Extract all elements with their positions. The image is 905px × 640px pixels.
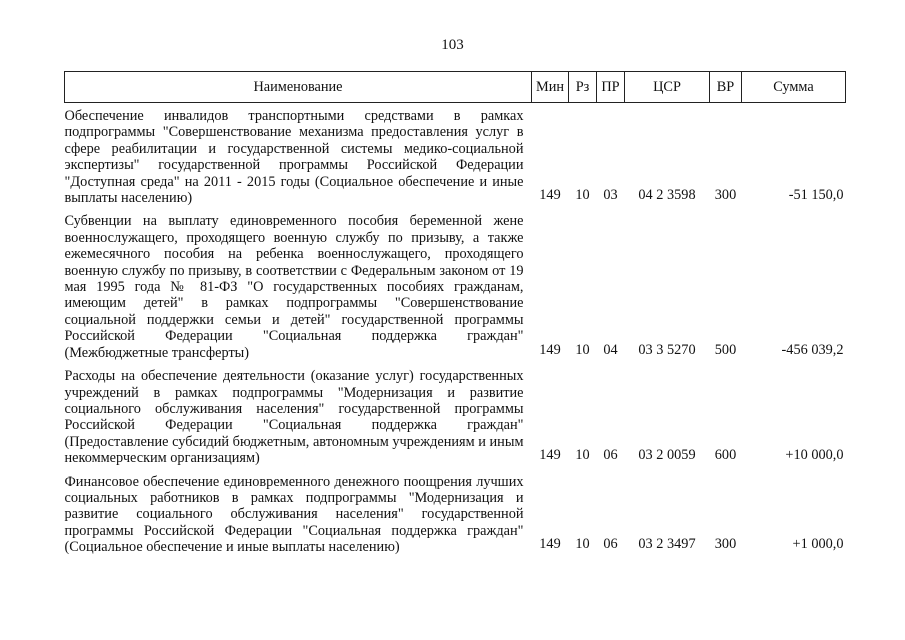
header-rz: Рз [569,72,597,103]
row-name: Субвенции на выплату единовременного пособия беременной жене военнослужащего, проходящего военную службу по призыву, а также ежемесячного пособия на ребенка военнослужащего, проходящего военную службу по призыву, в соответствии с Федеральным законом от 19 мая 1995 года № 81-ФЗ "О государственных пособиях гражданам, имеющим детей" в рамках подпрограммы "Совершенствование социальной поддержки семьи и детей" государственной программы Российской Федерации "Социальная поддержка граждан" (Межбюджетные трансферты) [64,213,524,361]
page-number: 103 [441,37,464,53]
table-row [65,103,846,209]
header-min: Мин [532,72,569,103]
row-pr: 06 [603,447,618,464]
row-min: 149 [539,341,561,358]
row-min: 149 [539,536,561,553]
row-csr: 03 3 5270 [638,341,696,358]
row-rz: 10 [575,447,590,464]
row-min: 149 [539,187,561,204]
table-row [65,363,846,468]
table-row [65,469,846,558]
row-csr: 03 2 0059 [638,447,696,464]
row-sum: -456 039,2 [781,341,844,358]
header-vr: ВР [710,72,742,103]
row-vr: 600 [714,447,737,464]
row-csr: 03 2 3497 [638,536,696,553]
row-vr: 500 [714,341,737,358]
row-rz: 10 [575,341,590,358]
row-sum: +10 000,0 [785,447,844,464]
row-name: Расходы на обеспечение деятельности (оказание услуг) государственных учреждений в рамках подпрограммы "Модернизация и развитие социального обслуживания населения" государственной программы Российской Федерации "Социальная поддержка граждан" (Предоставление субсидий бюджетным, автономным учреждениям и иным некоммерческим организациям) [64,368,524,467]
row-csr: 04 2 3598 [638,187,696,204]
row-sum: -51 150,0 [788,187,844,204]
header-sum: Сумма [742,72,846,103]
budget-table [64,71,846,558]
row-pr: 06 [603,536,618,553]
row-pr: 04 [603,341,618,358]
row-pr: 03 [603,187,618,204]
row-rz: 10 [575,536,590,553]
row-min: 149 [539,447,561,464]
row-sum: +1 000,0 [792,536,844,553]
header-csr: ЦСР [625,72,710,103]
header-pr: ПР [597,72,625,103]
row-name: Финансовое обеспечение единовременного денежного поощрения лучших социальных работников в рамках подпрограммы "Модернизация и развитие социального обслуживания населения" государственной программы Российской Федерации "Социальная поддержка граждан" (Социальное обеспечение и иные выплаты населению) [64,473,524,556]
row-vr: 300 [714,536,737,553]
row-rz: 10 [575,187,590,204]
header-row [65,72,846,103]
header-name: Наименование [65,72,532,103]
row-name: Обеспечение инвалидов транспортными средствами в рамках подпрограммы "Совершенствование механизма предоставления услуг в сфере реабилитации и государственной системы медико-социальной экспертизы" государственной программы Российской Федерации "Доступная среда" на 2011 - 2015 годы (Социальное обеспечение и иные выплаты населению) [64,108,524,207]
row-vr: 300 [714,187,737,204]
table-row [65,208,846,363]
